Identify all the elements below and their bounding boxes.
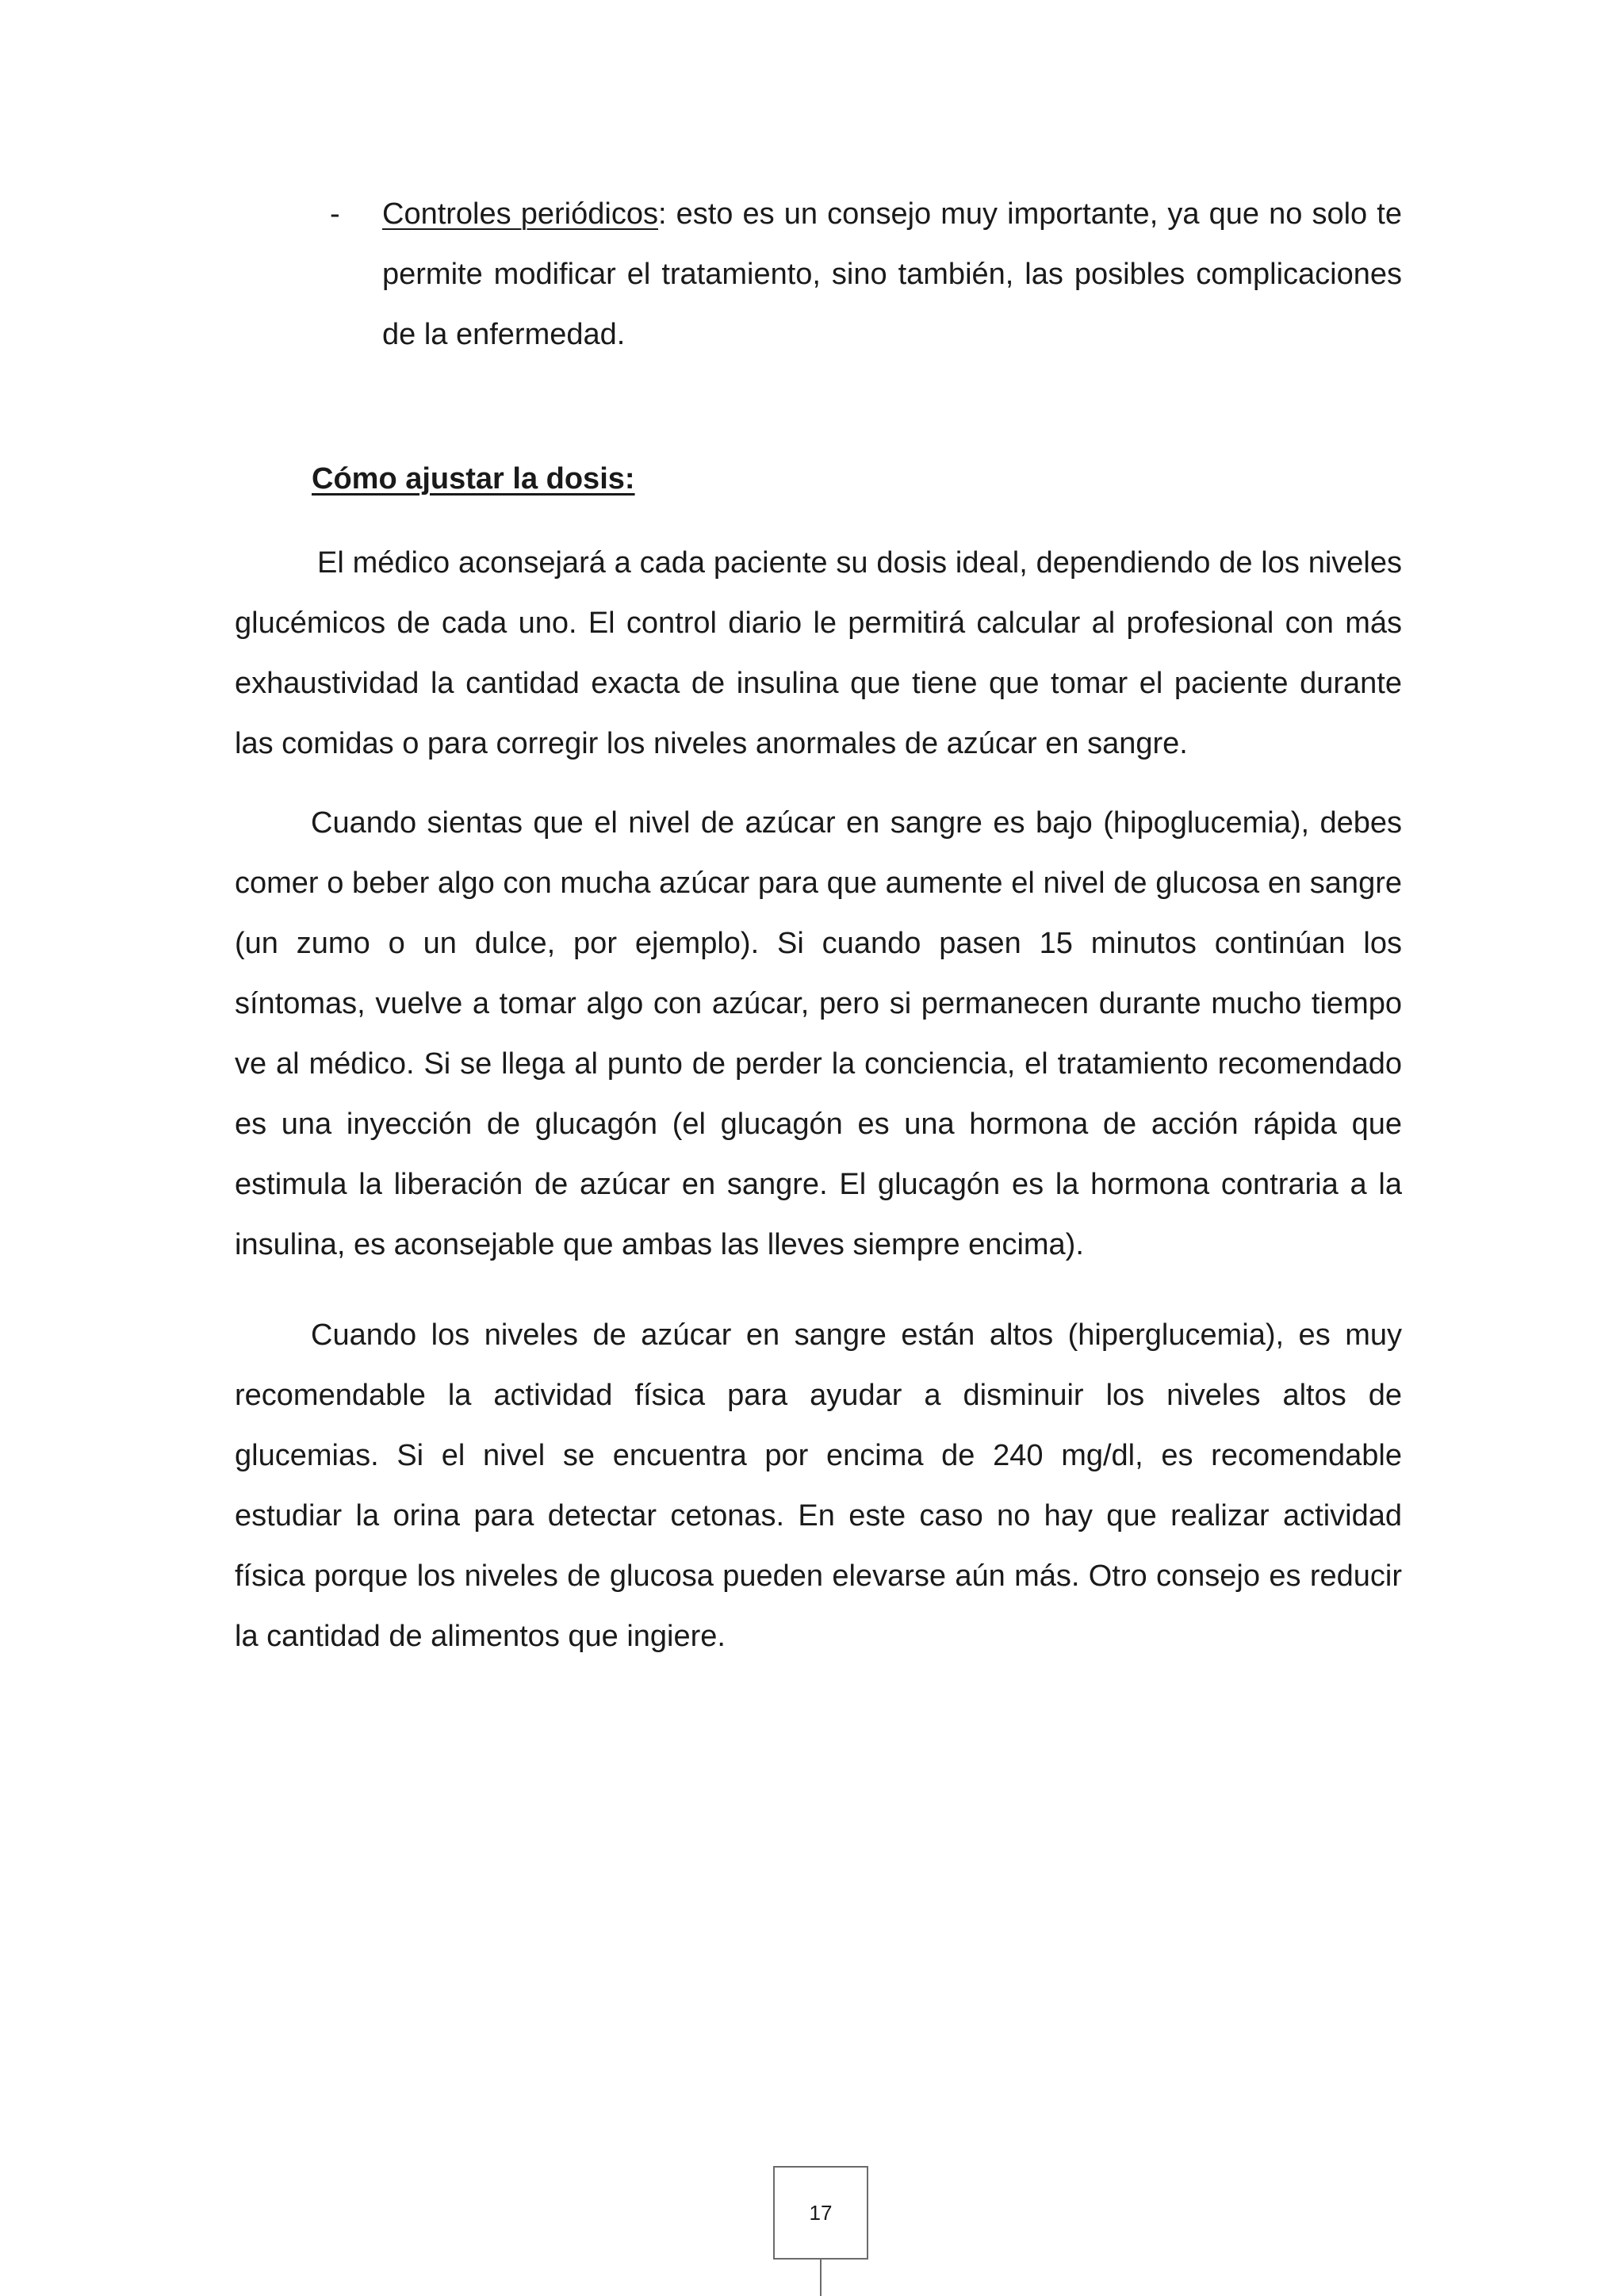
paragraph-dose: El médico aconsejará a cada paciente su dosis ideal, dependiendo de los niveles glucémicos de cada uno. El control diario le permitirá calcular al profesional con más exhaustividad la cantidad exacta de insulina que tiene que tomar el paciente durante las comidas o para corregir los niveles anormales de azúcar en sangre. [235,546,1402,760]
bullet-text: : esto es un consejo muy importante, ya que no solo te permite modificar el tratamiento, sino también, las posibles complicaciones de la enfermedad. [382,197,1402,351]
page-number-text: 17 [809,2200,833,2225]
bullet-dash: - [330,197,340,231]
section-heading: Cómo ajustar la dosis: [312,462,635,496]
bullet-label: Controles periódicos [382,197,658,231]
bullet-item-controles [330,184,1402,365]
paragraph-hypoglycemia: Cuando sientas que el nivel de azúcar en sangre es bajo (hipoglucemia), debes comer o beber algo con mucha azúcar para que aumente el nivel de glucosa en sangre (un zumo o un dulce, por ejemplo). Si cuando pasen 15 minutos continúan los síntomas, vuelve a tomar algo con azúcar, pero si permanecen durante mucho tiempo ve al médico. Si se llega al punto de perder la conciencia, el tratamiento recomendado es una inyección de glucagón (el glucagón es una hormona de acción rápida que estimula la liberación de azúcar en sangre. El glucagón es la hormona contraria a la insulina, es aconsejable que ambas las lleves siempre encima). [235,806,1402,1261]
page-number [773,2166,868,2260]
paragraph-hyperglycemia: Cuando los niveles de azúcar en sangre están altos (hiperglucemia), es muy recomendable la actividad física para ayudar a disminuir los niveles altos de glucemias. Si el nivel se encuentra por encima de 240 mg/dl, es recomendable estudiar la orina para detectar cetonas. En este caso no hay que realizar actividad física porque los niveles de glucosa pueden elevarse aún más. Otro consejo es reducir la cantidad de alimentos que ingiere. [235,1318,1402,1653]
page-number-connector [820,2260,822,2296]
